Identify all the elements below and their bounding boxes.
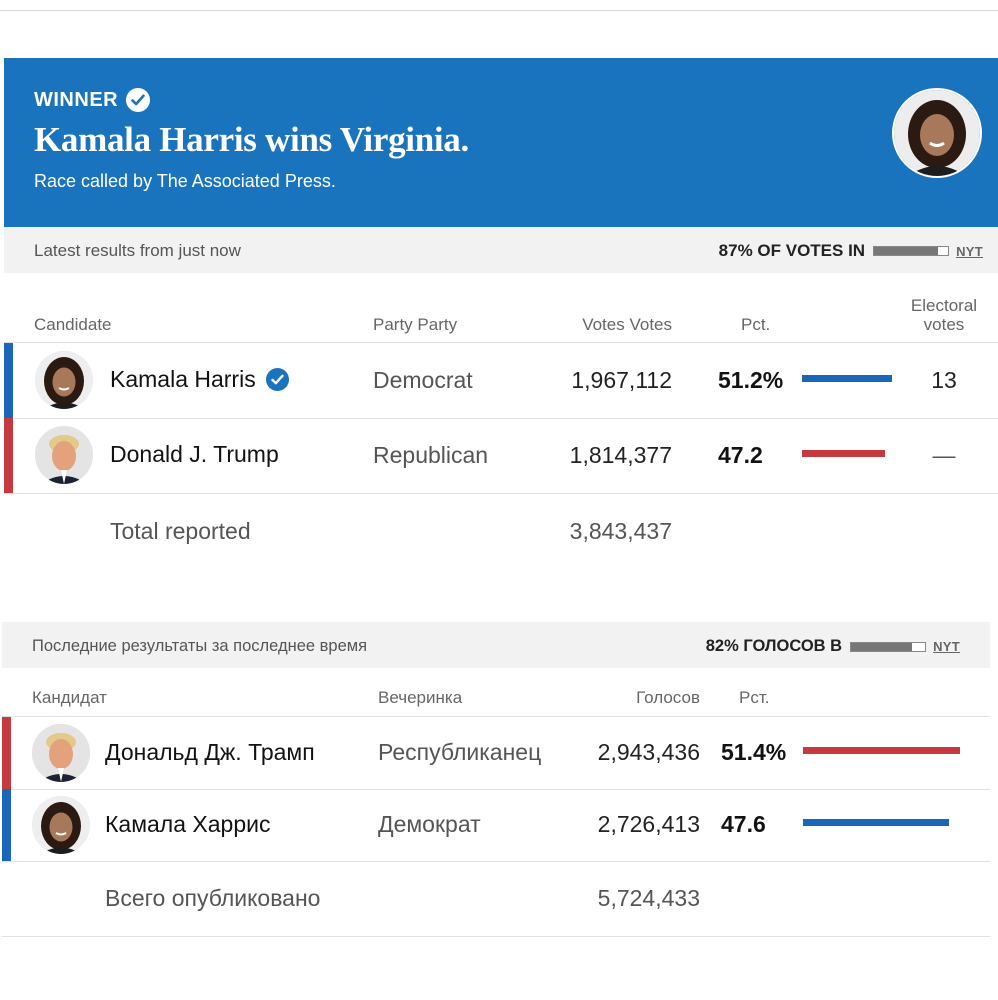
trump-avatar	[32, 724, 90, 782]
party-name: Республиканец	[378, 739, 542, 765]
vote-percentage: 47.6	[721, 811, 766, 837]
winner-banner	[4, 58, 998, 227]
votes-in-label: 87% OF VOTES IN	[718, 241, 866, 260]
party-name: Democrat	[373, 367, 473, 393]
votes-in-progress-fill	[874, 247, 938, 255]
header-party: Вечеринка	[378, 688, 463, 707]
electoral-votes: —	[932, 442, 956, 468]
checkmark-icon	[126, 88, 150, 112]
total-reported-label: Total reported	[110, 518, 251, 544]
total-reported-votes: 3,843,437	[569, 518, 672, 544]
candidate-name: Камала Харрис	[105, 811, 271, 837]
header-candidate: Candidate	[34, 315, 112, 334]
candidate-name	[110, 441, 279, 468]
latest-results-text: Latest results from just now	[34, 241, 241, 260]
vote-count: 1,814,377	[569, 442, 672, 468]
race-called-text: Race called by The Associated Press.	[34, 171, 336, 191]
candidate-name: Дональд Дж. Трамп	[105, 739, 315, 765]
winner-label: WINNER	[34, 88, 119, 111]
header-candidate: Кандидат	[32, 688, 107, 707]
header-ev-line2: votes	[923, 315, 965, 334]
democrat-stripe	[2, 789, 11, 861]
votes-in-indicator	[719, 241, 983, 261]
total-reported-label: Всего опубликовано	[105, 885, 321, 911]
table-row	[4, 418, 998, 494]
top-divider	[0, 10, 998, 11]
header-electoral-votes	[899, 296, 989, 334]
results-table-russian	[2, 622, 990, 942]
votes-in-progress-bar	[850, 642, 926, 652]
header-party: Party Party	[373, 315, 458, 334]
harris-portrait-large	[892, 88, 982, 178]
democrat-stripe	[4, 343, 13, 418]
candidate-name-text: Kamala Harris	[110, 366, 256, 392]
candidate-name	[110, 366, 289, 393]
pct-bar	[803, 819, 949, 826]
table-row	[2, 716, 990, 790]
pct-bar	[803, 747, 960, 754]
header-votes: Votes Votes	[582, 315, 672, 334]
header-ev-line1: Electoral	[910, 296, 978, 315]
vote-count: 2,943,436	[597, 739, 700, 765]
votes-in-indicator	[706, 637, 960, 656]
vote-count: 2,726,413	[597, 811, 700, 837]
header-pct: Pct.	[741, 315, 771, 334]
vote-count: 1,967,112	[571, 367, 672, 393]
winner-row	[34, 88, 150, 112]
trump-avatar	[35, 426, 93, 484]
header-votes: Голосов	[636, 688, 700, 707]
votes-in-progress-bar	[873, 246, 949, 256]
results-status-bar	[4, 227, 998, 273]
party-name: Republican	[373, 442, 489, 468]
vote-percentage: 51.4%	[721, 739, 787, 765]
harris-avatar	[32, 796, 90, 854]
party-name: Демократ	[378, 811, 481, 837]
winner-check-icon	[266, 368, 289, 391]
nyt-source-link[interactable]: NYT	[933, 639, 960, 654]
votes-in-progress-fill	[851, 643, 912, 651]
total-row	[2, 862, 990, 937]
vote-percentage: 47.2	[718, 442, 763, 468]
candidate-name-text: Donald J. Trump	[110, 441, 279, 467]
republican-stripe	[4, 418, 13, 493]
header-pct: Рст.	[739, 688, 770, 707]
latest-results-text: Последние результаты за последнее время	[32, 637, 368, 655]
results-table-english	[4, 227, 998, 560]
vote-percentage: 51.2%	[718, 367, 784, 393]
pct-bar	[802, 375, 892, 382]
headline: Kamala Harris wins Virginia.	[34, 120, 469, 159]
republican-stripe	[2, 717, 11, 789]
electoral-votes: 13	[931, 367, 957, 393]
table-row	[4, 342, 998, 419]
table-row	[2, 789, 990, 862]
total-reported-votes: 5,724,433	[597, 885, 700, 911]
pct-bar	[802, 450, 885, 457]
nyt-source-link[interactable]: NYT	[956, 243, 983, 259]
harris-avatar	[35, 351, 93, 409]
votes-in-label: 82% ГОЛОСОВ В	[705, 637, 843, 655]
results-status-bar	[2, 622, 990, 668]
